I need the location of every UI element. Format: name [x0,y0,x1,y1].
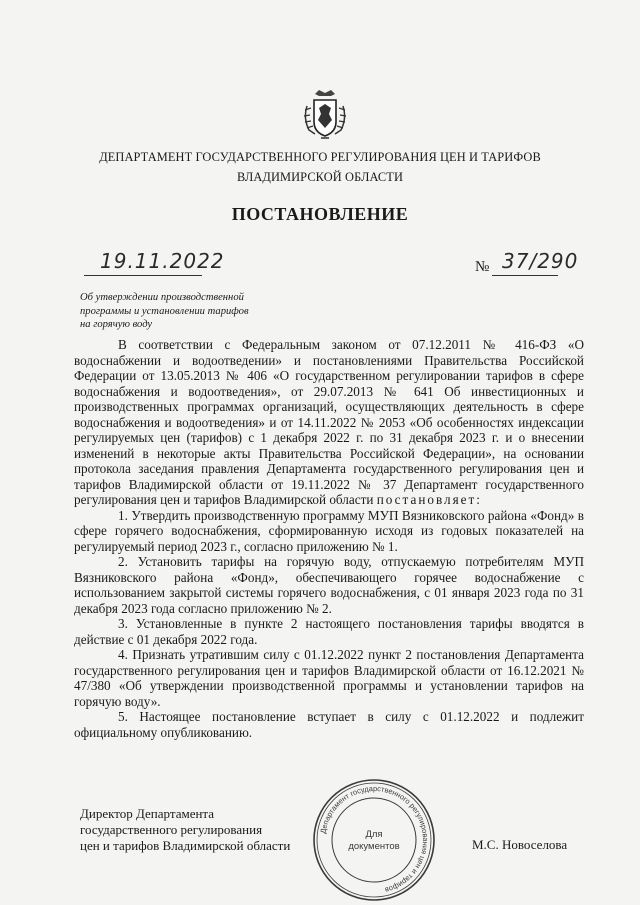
number-underline [492,275,558,276]
date-underline [84,275,202,276]
clause-3: 3. Установленные в пункте 2 настоящего постановления тарифы вводятся в действие с 01 декабря 2022 года. [74,616,584,647]
signatory-title-line: государственного регулирования [80,822,263,838]
signatory-title-line: Директор Департамента [80,806,215,821]
signatory-block [80,806,330,855]
stamp-ring-text: Департамент государственного регулирования цен и тарифов [318,783,431,895]
decree-word: постановляет: [376,492,482,507]
clause-4: 4. Признать утратившим силу с 01.12.2022 пункт 2 постановления Департамента государственного регулирования цен и тарифов Владимирской области от 16.12.2021 № 47/380 «Об утверждении производственной программы и установлении тарифов на горячую воду». [74,647,584,709]
clause-2: 2. Установить тарифы на горячую воду, отпускаемую потребителям МУП Вязниковского района «Фонд», обеспечивающего горячее водоснабжение с использованием закрытой системы горячего водоснабжения, с 01 января 2023 года по 31 декабря 2023 года согласно приложению № 2. [74,554,584,616]
clause-1: 1. Утвердить производственную программу МУП Вязниковского района «Фонд» в сфере горячего водоснабжения, сформированную исходя из годовых показателей на регулируемый период 2023 г., согласно приложению № 1. [74,507,584,554]
subject-line: Об утверждении производственной [80,292,244,303]
document-title: ПОСТАНОВЛЕНИЕ [231,204,409,224]
stamp-center-line2: документов [348,841,400,852]
coat-of-arms-icon [301,88,349,142]
preamble-paragraph [74,337,584,508]
stamp-center-line1: Для [365,829,383,840]
clause-5: 5. Настоящее постановление вступает в силу с 01.12.2022 и подлежит официальному опубликованию. [74,709,584,740]
department-name-line2: ВЛАДИМИРСКОЙ ОБЛАСТИ [236,170,404,184]
document-body [74,337,584,740]
signatory-title-line: цен и тарифов Владимирской области [80,838,291,854]
official-seal-stamp [311,777,437,903]
document-subject [80,291,300,332]
preamble-text: В соответствии с Федеральным законом от 07.12.2011 № 416-ФЗ «О водоснабжении и водоотведении» и постановлениями Правительства Российской Федерации от 13.05.2013 № 406 «О государственном регулировании тарифов в сфере водоснабжения и водоотведения», от 29.07.2013 № 641 Об инвестиционных и производственных программах организаций, осуществляющих деятельность в сфере водоснабжения и водоотведения» и от 14.11.2022 № 2053 «Об особенностях индексации регулируемых цен (тарифов) с 1 декабря 2022 г. по 31 декабря 2023 г. и о внесении изменений в некоторые акты Правительства Российской Федерации», на основании протокола заседания правления Департамента государственного регулирования цен и тарифов Владимирской области от 19.11.2022 № 37 Департамент государственного регулирования цен и тарифов Владимирской области [74,337,584,507]
handwritten-number: 37/290 [502,249,579,273]
signatory-name: М.С. Новоселова [472,837,568,852]
number-label: № [475,259,490,275]
subject-line: на горячую воду [80,319,153,330]
department-name-line1: ДЕПАРТАМЕНТ ГОСУДАРСТВЕННОГО РЕГУЛИРОВАНИЯ ЦЕН И ТАРИФОВ [99,150,541,164]
subject-line: программы и установлении тарифов [80,305,249,317]
handwritten-date: 19.11.2022 [100,249,225,273]
